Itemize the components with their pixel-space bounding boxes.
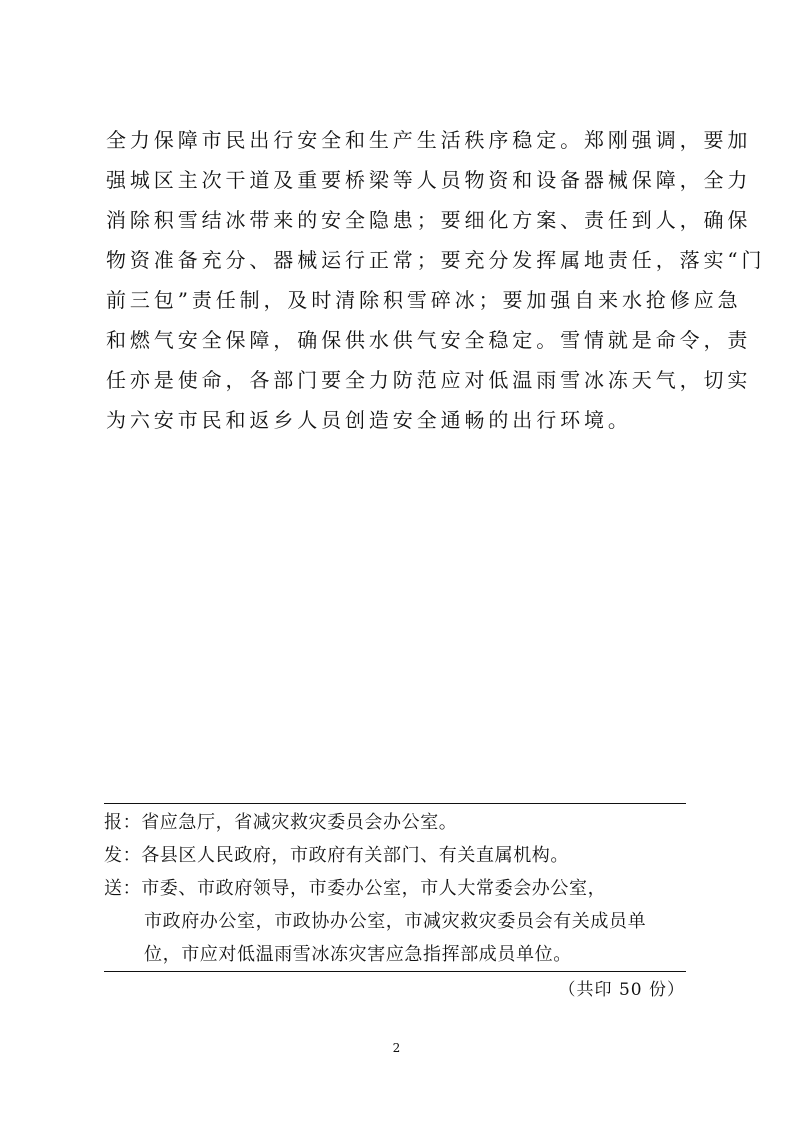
send-to-line: 发：各县区人民政府，市政府有关部门、有关直属机构。 [104, 845, 569, 866]
print-copies-note: （共印 50 份） [558, 980, 685, 1000]
page-number: 2 [392, 1041, 401, 1055]
body-line: 和燃气安全保障，确保供水供气安全稳定。雪情就是命令，责 [106, 328, 752, 352]
body-line: 全力保障市民出行安全和生产生活秩序稳定。郑刚强调，要加 [106, 128, 752, 152]
cc-line-continued: 位，市应对低温雨雪冰冻灾害应急指挥部成员单位。 [144, 944, 572, 965]
body-line: 强城区主次干道及重要桥梁等人员物资和设备器械保障，全力 [106, 168, 752, 192]
report-to-line: 报：省应急厅，省减灾救灾委员会办公室。 [104, 812, 458, 833]
body-line: 任亦是使命，各部门要全力防范应对低温雨雪冰冻天气，切实 [106, 368, 752, 392]
body-line: 消除积雪结冰带来的安全隐患；要细化方案、责任到人，确保 [106, 208, 752, 232]
body-line: 为六安市民和返乡人员创造安全通畅的出行环境。 [106, 408, 632, 432]
cc-line: 送：市委、市政府领导，市委办公室，市人大常委会办公室， [104, 878, 607, 899]
body-line: 物资准备充分、器械运行正常；要充分发挥属地责任，落实“门 [106, 248, 766, 272]
distribution-block [104, 806, 689, 971]
body-line: 前三包”责任制，及时清除积雪碎冰；要加强自来水抢修应急 [106, 288, 742, 312]
distribution-bottom-rule [104, 971, 686, 972]
body-text [106, 120, 766, 440]
cc-line-continued: 市政府办公室，市政协办公室，市减灾救灾委员会有关成员单 [144, 911, 647, 932]
distribution-top-rule [104, 803, 686, 804]
